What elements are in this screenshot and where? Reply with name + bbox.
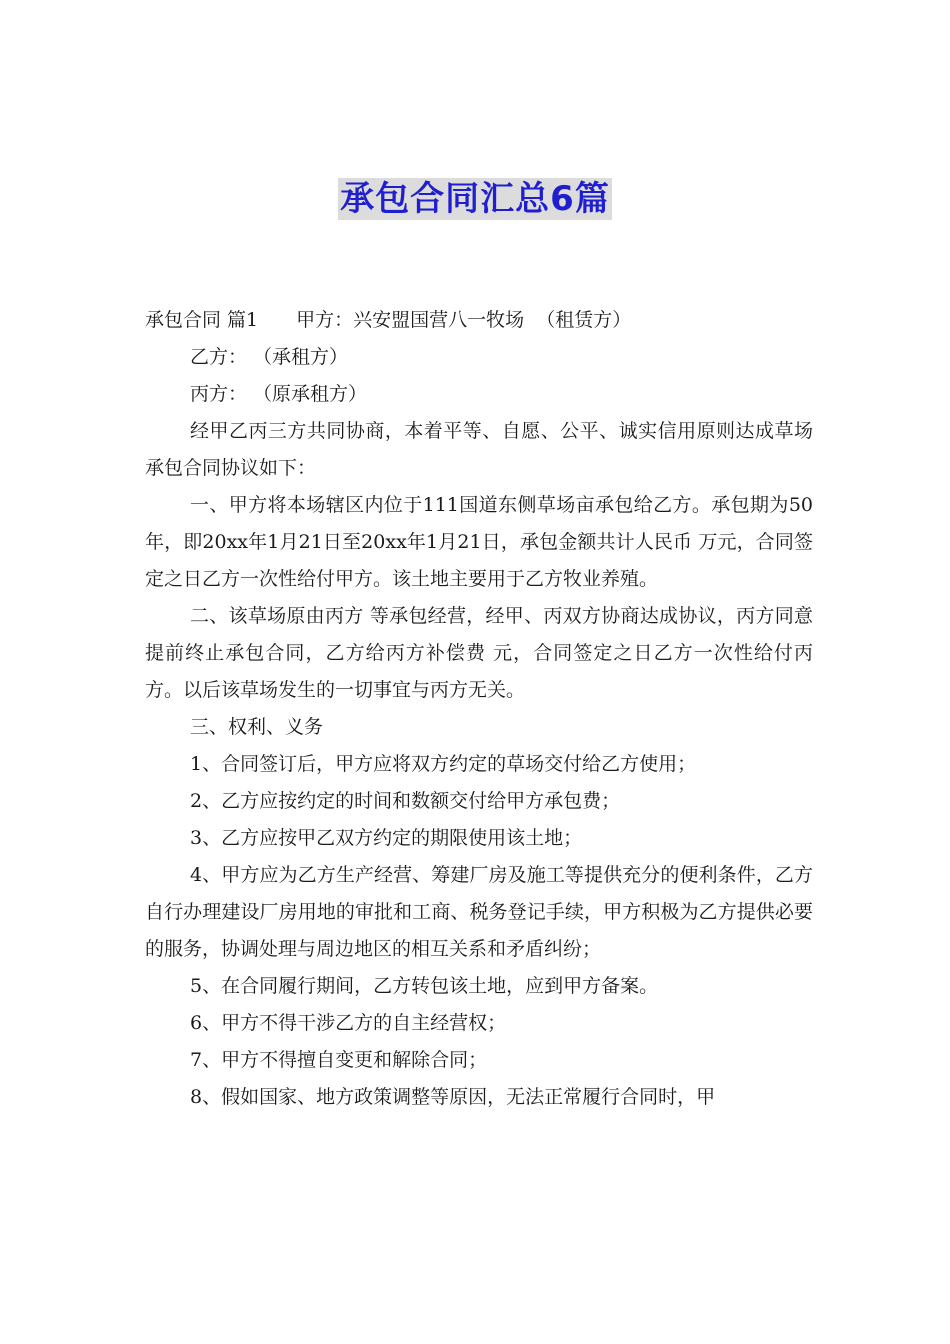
paragraph: 经甲乙丙三方共同协商，本着平等、自愿、公平、诚实信用原则达成草场承包合同协议如下： [145, 420, 813, 479]
paragraph: 1、合同签订后，甲方应将双方约定的草场交付给乙方使用； [190, 753, 697, 775]
paragraph: 6、甲方不得干涉乙方的自主经营权； [190, 1012, 507, 1034]
paragraph: 4、甲方应为乙方生产经营、筹建厂房及施工等提供充分的便利条件，乙方自行办理建设厂房用地的审批和工商、税务登记手续，甲方积极为乙方提供必要的服务，协调处理与周边地区的相互关系和矛盾纠纷； [145, 864, 813, 960]
paragraph: 三、权利、义务 [190, 716, 324, 738]
document-body [145, 302, 813, 1116]
title-container [0, 178, 950, 220]
paragraph: 3、乙方应按甲乙双方约定的期限使用该土地； [190, 827, 583, 849]
paragraph: 承包合同 篇1 甲方：兴安盟国营八一牧场 （租赁方） [145, 309, 632, 331]
paragraph: 二、该草场原由丙方 等承包经营，经甲、丙双方协商达成协议，丙方同意提前终止承包合同，乙方给丙方补偿费 元，合同签定之日乙方一次性给付丙方。以后该草场发生的一切事宜与丙方无关。 [145, 605, 813, 701]
paragraph: 5、在合同履行期间，乙方转包该土地，应到甲方备案。 [190, 975, 659, 997]
document-title: 承包合同汇总6篇 [340, 179, 610, 219]
paragraph: 乙方： （承租方） [190, 346, 349, 368]
paragraph: 8、假如国家、地方政策调整等原因，无法正常履行合同时，甲 [190, 1086, 716, 1108]
paragraph: 一、甲方将本场辖区内位于111国道东侧草场亩承包给乙方。承包期为50 年，即20xx年1月21日至20xx年1月21日，承包金额共计人民币 万元，合同签定之日乙方一次性给付甲方。该土地主要用于乙方牧业养殖。 [145, 494, 813, 590]
paragraph: 丙方： （原承租方） [190, 383, 368, 405]
paragraph: 2、乙方应按约定的时间和数额交付给甲方承包费； [190, 790, 621, 812]
paragraph: 7、甲方不得擅自变更和解除合同； [190, 1049, 488, 1071]
